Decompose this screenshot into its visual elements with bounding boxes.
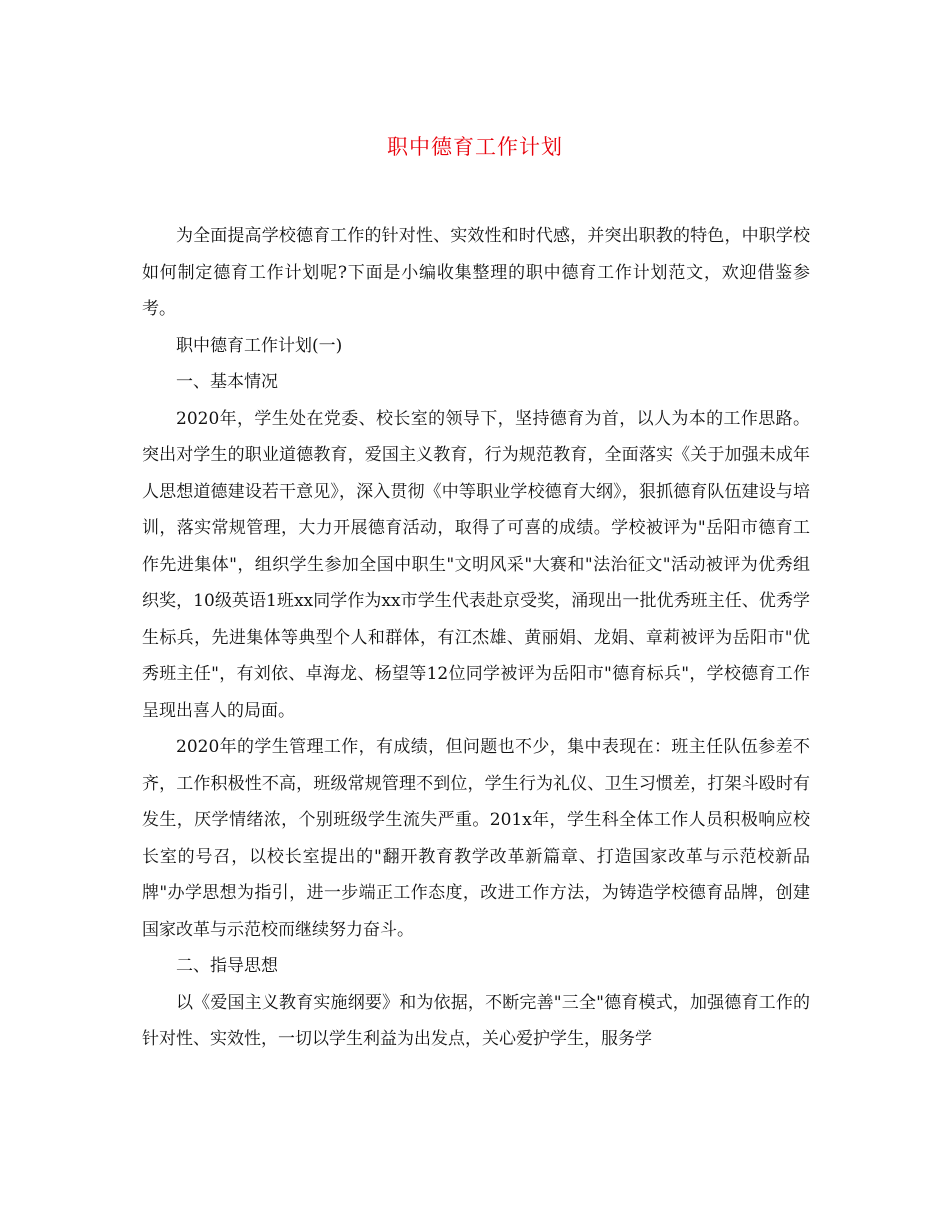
plan-heading: 职中德育工作计划(一) (176, 335, 343, 356)
intro-paragraph: 为全面提高学校德育工作的针对性、实效性和时代感，并突出职教的特色，中职学校如何制定德育工作计划呢?下面是小编收集整理的职中德育工作计划范文，欢迎借鉴参考。 (142, 226, 810, 319)
body-paragraph: 以《爱国主义教育实施纲要》和为依据，不断完善"三全"德育模式，加强德育工作的针对性、实效性，一切以学生利益为出发点，关心爱护学生，服务学 (142, 992, 810, 1049)
body-paragraph: 2020年，学生处在党委、校长室的领导下，坚持德育为首，以人为本的工作思路。突出对学生的职业道德教育，爱国主义教育，行为规范教育，全面落实《关于加强未成年人思想道德建设若干意见》，深入贯彻《中等职业学校德育大纲》，狠抓德育队伍建设与培训，落实常规管理，大力开展德育活动，取得了可喜的成绩。学校被评为"岳阳市德育工作先进集体"，组织学生参加全国中职生"文明风采"大赛和"法治征文"活动被评为优秀组织奖，10级英语1班xx同学作为xx市学生代表赴京受奖，涌现出一批优秀班主任、优秀学生标兵，先进集体等典型个人和群体，有江杰雄、黄丽娟、龙娟、章莉被评为岳阳市"优秀班主任"，有刘依、卓海龙、杨望等12位同学被评为岳阳市"德育标兵"，学校德育工作呈现出喜人的局面。 (142, 408, 810, 721)
document-body (142, 218, 810, 1058)
section-heading-guiding-ideology: 二、指导思想 (176, 956, 278, 976)
document-title: 职中德育工作计划 (387, 135, 563, 159)
section-heading-basic-situation: 一、基本情况 (176, 372, 278, 392)
body-paragraph: 2020年的学生管理工作，有成绩，但问题也不少，集中表现在：班主任队伍参差不齐，工作积极性不高，班级常规管理不到位，学生行为礼仪、卫生习惯差，打架斗殴时有发生，厌学情绪浓，个别班级学生流失严重。201x年，学生科全体工作人员积极响应校长室的号召，以校长室提出的"翻开教育教学改革新篇章、打造国家改革与示范校新品牌"办学思想为指引，进一步端正工作态度，改进工作方法，为铸造学校德育品牌，创建国家改革与示范校而继续努力奋斗。 (142, 737, 810, 940)
